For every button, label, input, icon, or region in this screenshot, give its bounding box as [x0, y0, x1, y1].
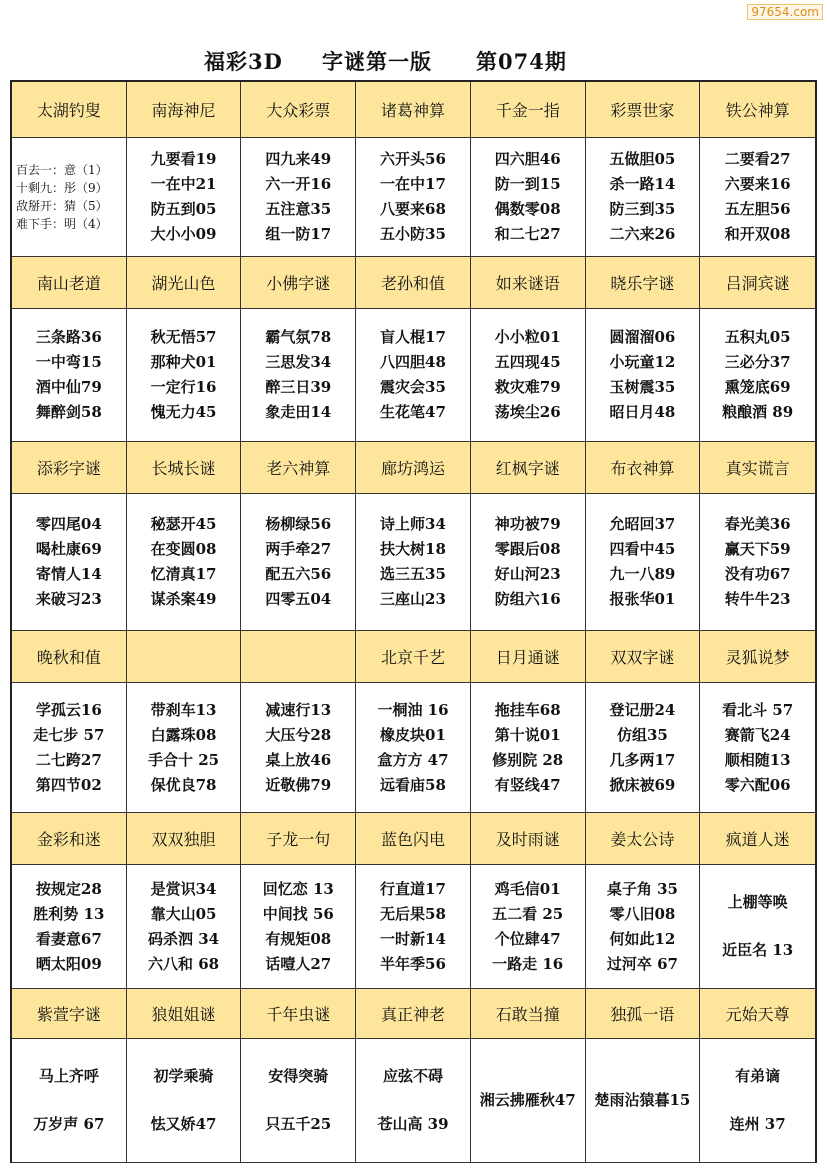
riddle-line: 八要来68 [380, 200, 446, 218]
riddle-line: 减速行13 [265, 700, 332, 719]
riddle-line: 远看庙58 [380, 775, 446, 794]
riddle-line: 防组六16 [494, 590, 561, 608]
column-header: 小佛字谜 [241, 257, 356, 309]
riddle-line: 九要看19 [150, 150, 217, 168]
riddle-cell [241, 138, 356, 257]
riddle-line: 桌子角 35 [606, 879, 678, 898]
title-issue: 第074期 [476, 49, 567, 74]
column-header: 元始天尊 [700, 989, 815, 1039]
riddle-line: 第四节02 [35, 775, 102, 794]
riddle-cell [127, 494, 242, 631]
riddle-line: 顺相随13 [724, 750, 791, 769]
column-header: 长城长谜 [127, 442, 242, 494]
title-edition: 字谜第一版 [322, 49, 432, 74]
riddle-cell [12, 309, 127, 442]
riddle-line: 上棚等唤 [727, 893, 788, 912]
column-header: 太湖钓叟 [12, 82, 127, 138]
riddle-line: 过河卒 67 [606, 954, 678, 973]
riddle-line: 有竖线47 [494, 775, 561, 794]
riddle-line: 带刹车13 [150, 700, 217, 719]
riddle-line: 一在中17 [380, 175, 446, 193]
riddle-line: 盒方方 47 [377, 750, 449, 769]
riddle-cell [471, 683, 586, 813]
column-header: 吕洞宾谜 [700, 257, 815, 309]
riddle-line: 防三到35 [609, 200, 676, 218]
riddle-cell [12, 683, 127, 813]
riddle-line: 个位肆47 [494, 929, 561, 948]
riddle-line: 神功被79 [494, 515, 561, 533]
riddle-line: 掀床被69 [609, 775, 676, 794]
riddle-line: 一桐油 16 [377, 700, 449, 719]
riddle-line: 选三五35 [380, 565, 446, 583]
riddle-cell [586, 494, 701, 631]
riddle-line: 保优良78 [150, 775, 217, 794]
column-header: 如来谜语 [471, 257, 586, 309]
riddle-line: 两手牵27 [265, 540, 332, 558]
riddle-line: 粮酿酒 89 [722, 403, 794, 421]
riddle-line: 喝杜康69 [35, 540, 102, 558]
riddle-cell [471, 1039, 586, 1163]
riddle-line: 手合十 25 [148, 750, 220, 769]
riddle-cell [700, 1039, 815, 1163]
riddle-line: 五注意35 [265, 200, 332, 218]
riddle-cell [127, 865, 242, 989]
riddle-line: 荡埃尘26 [494, 403, 561, 421]
riddle-line: 六要来16 [724, 175, 791, 193]
riddle-line: 生花笔47 [380, 403, 446, 421]
riddle-table [10, 80, 817, 1163]
column-header: 真正神老 [356, 989, 471, 1039]
riddle-cell [12, 494, 127, 631]
riddle-cell [586, 138, 701, 257]
column-header: 红枫字谜 [471, 442, 586, 494]
riddle-line: 报张华01 [609, 590, 676, 608]
column-header: 独孤一语 [586, 989, 701, 1039]
riddle-line: 看北斗 57 [722, 700, 794, 719]
riddle-line: 好山河23 [494, 565, 561, 583]
riddle-line: 只五千25 [265, 1114, 332, 1133]
riddle-line: 圆溜溜06 [609, 328, 676, 346]
column-header: 诸葛神算 [356, 82, 471, 138]
column-header: 布衣神算 [586, 442, 701, 494]
riddle-line: 一路走 16 [492, 954, 564, 973]
riddle-line: 允昭回37 [609, 515, 676, 533]
riddle-line: 马上齐呼 [38, 1067, 99, 1086]
riddle-line: 码杀泗 34 [148, 929, 220, 948]
riddle-line: 五积丸05 [724, 328, 791, 346]
column-header: 湖光山色 [127, 257, 242, 309]
title-brand: 福彩3D [204, 49, 283, 74]
riddle-line: 那种犬01 [150, 353, 217, 371]
column-header: 双双独胆 [127, 813, 242, 865]
column-header: 子龙一句 [241, 813, 356, 865]
riddle-cell [356, 683, 471, 813]
riddle-line: 登记册24 [609, 700, 676, 719]
riddle-line: 杨柳绿56 [265, 515, 332, 533]
column-header: 姜太公诗 [586, 813, 701, 865]
riddle-line: 是赏识34 [150, 879, 217, 898]
column-header: 廊坊鸿运 [356, 442, 471, 494]
column-header: 双双字谜 [586, 631, 701, 683]
riddle-cell [471, 494, 586, 631]
riddle-line: 连州 37 [729, 1114, 786, 1133]
riddle-line: 四九来49 [265, 150, 332, 168]
column-header: 老六神算 [241, 442, 356, 494]
riddle-line: 楚雨沾猿暮15 [594, 1091, 691, 1109]
riddle-line: 组一防17 [265, 225, 332, 243]
riddle-line: 赢天下59 [724, 540, 791, 558]
riddle-line: 二七跨27 [35, 750, 102, 769]
column-header: 晚秋和值 [12, 631, 127, 683]
riddle-line: 三思发34 [265, 353, 332, 371]
riddle-cell [127, 309, 242, 442]
riddle-cell [586, 309, 701, 442]
riddle-cell [127, 683, 242, 813]
column-header: 晓乐字谜 [586, 257, 701, 309]
riddle-cell [586, 683, 701, 813]
riddle-line: 秘瑟开45 [150, 515, 217, 533]
riddle-line: 忆清真17 [150, 565, 217, 583]
riddle-cell [700, 683, 815, 813]
riddle-line: 五做胆05 [609, 150, 676, 168]
riddle-line: 零六配06 [724, 775, 791, 794]
riddle-line: 几多两17 [609, 750, 676, 769]
column-header: 灵狐说梦 [700, 631, 815, 683]
riddle-line: 三座山23 [380, 590, 446, 608]
riddle-cell [241, 309, 356, 442]
riddle-line: 三必分37 [724, 353, 791, 371]
riddle-cell [471, 138, 586, 257]
riddle-line: 拖挂车68 [494, 700, 561, 719]
column-header: 金彩和迷 [12, 813, 127, 865]
riddle-line: 有弟谪 [735, 1067, 781, 1086]
riddle-line: 零跟后08 [494, 540, 561, 558]
riddle-line: 十剩九：彤（9） [16, 181, 108, 195]
column-header: 北京千艺 [356, 631, 471, 683]
riddle-cell [586, 1039, 701, 1163]
riddle-line: 仿组35 [616, 725, 668, 744]
riddle-line: 零八旧08 [609, 904, 676, 923]
riddle-line: 霸气氛78 [265, 328, 332, 346]
riddle-line: 小玩童12 [609, 353, 676, 371]
column-header [241, 631, 356, 683]
riddle-line: 转牛牛23 [724, 590, 791, 608]
riddle-line: 中间找 56 [262, 904, 334, 923]
riddle-line: 熏笼底69 [724, 378, 791, 396]
riddle-line: 半年季56 [380, 954, 446, 973]
riddle-line: 九一八89 [609, 565, 676, 583]
riddle-line: 修别院 28 [492, 750, 564, 769]
column-header: 疯道人迷 [700, 813, 815, 865]
riddle-line: 震灾会35 [380, 378, 446, 396]
column-header: 紫萱字谜 [12, 989, 127, 1039]
riddle-line: 象走田14 [265, 403, 332, 421]
riddle-line: 和二七27 [494, 225, 561, 243]
riddle-line: 酒中仙79 [35, 378, 102, 396]
riddle-line: 赛箭飞24 [724, 725, 791, 744]
riddle-cell [356, 138, 471, 257]
riddle-line: 扶大树18 [380, 540, 446, 558]
riddle-line: 苍山高 39 [377, 1114, 449, 1133]
riddle-line: 走七步 57 [33, 725, 105, 744]
riddle-line: 大小小09 [150, 225, 217, 243]
column-header: 老孙和值 [356, 257, 471, 309]
riddle-line: 安得突骑 [268, 1067, 329, 1086]
riddle-line: 行直道17 [380, 879, 446, 898]
riddle-line: 配五六56 [265, 565, 332, 583]
riddle-cell [700, 309, 815, 442]
riddle-cell [241, 683, 356, 813]
riddle-line: 何如此12 [609, 929, 676, 948]
riddle-line: 零四尾04 [35, 515, 102, 533]
riddle-line: 难下手：明（4） [16, 217, 108, 231]
riddle-line: 按规定28 [35, 879, 102, 898]
column-header [127, 631, 242, 683]
riddle-line: 话噎人27 [265, 954, 332, 973]
riddle-line: 二六来26 [609, 225, 676, 243]
riddle-line: 六八和 68 [148, 954, 220, 973]
riddle-cell [12, 138, 127, 257]
riddle-line: 近臣名 13 [722, 940, 794, 959]
column-header: 日月通谜 [471, 631, 586, 683]
riddle-line: 敌掰开：猜（5） [16, 199, 108, 213]
riddle-line: 舞醉剑58 [35, 403, 102, 421]
riddle-line: 一定行16 [150, 378, 217, 396]
riddle-line: 五左胆56 [724, 200, 791, 218]
riddle-cell [12, 865, 127, 989]
riddle-line: 大压兮28 [265, 725, 332, 744]
riddle-line: 桌上放46 [265, 750, 332, 769]
riddle-cell [356, 1039, 471, 1163]
riddle-line: 在变圆08 [150, 540, 217, 558]
riddle-line: 鸡毛信01 [494, 879, 561, 898]
riddle-line: 六一开16 [265, 175, 332, 193]
riddle-cell [241, 1039, 356, 1163]
riddle-line: 盲人棍17 [380, 328, 446, 346]
column-header: 真实谎言 [700, 442, 815, 494]
column-header: 千年虫谜 [241, 989, 356, 1039]
riddle-line: 来破习23 [35, 590, 102, 608]
riddle-line: 百去一：意（1） [16, 163, 108, 177]
riddle-line: 橡皮块01 [380, 725, 446, 744]
riddle-line: 防一到15 [494, 175, 561, 193]
riddle-line: 初学乘骑 [153, 1067, 214, 1086]
riddle-line: 靠大山05 [150, 904, 217, 923]
riddle-line: 湘云拂雁秋47 [479, 1091, 576, 1109]
riddle-line: 学孤云16 [35, 700, 102, 719]
column-header: 大众彩票 [241, 82, 356, 138]
column-header: 添彩字谜 [12, 442, 127, 494]
column-header: 狼姐姐谜 [127, 989, 242, 1039]
riddle-cell [700, 138, 815, 257]
riddle-line: 春光美36 [724, 515, 791, 533]
riddle-line: 无后果58 [380, 904, 446, 923]
riddle-line: 防五到05 [150, 200, 217, 218]
riddle-line: 怯又娇47 [150, 1114, 217, 1133]
column-header: 及时雨谜 [471, 813, 586, 865]
riddle-line: 近敬佛79 [265, 775, 332, 794]
riddle-cell [241, 494, 356, 631]
riddle-line: 醉三日39 [265, 378, 332, 396]
riddle-line: 五小防35 [380, 225, 446, 243]
riddle-line: 四看中45 [609, 540, 676, 558]
riddle-line: 有规矩08 [265, 929, 332, 948]
riddle-line: 二要看27 [724, 150, 791, 168]
riddle-line: 回忆恋 13 [262, 879, 334, 898]
riddle-cell [356, 865, 471, 989]
column-header: 彩票世家 [586, 82, 701, 138]
riddle-cell [700, 865, 815, 989]
riddle-line: 小小粒01 [494, 328, 561, 346]
riddle-cell [12, 1039, 127, 1163]
column-header: 石敢当撞 [471, 989, 586, 1039]
riddle-line: 和开双08 [724, 225, 791, 243]
riddle-cell [471, 865, 586, 989]
site-watermark: 97654.com [747, 4, 823, 20]
riddle-line: 没有功67 [724, 565, 791, 583]
riddle-line: 一时新14 [380, 929, 446, 948]
riddle-line: 四六胆46 [494, 150, 561, 168]
riddle-cell [241, 865, 356, 989]
page-title [0, 46, 827, 76]
riddle-line: 八四胆48 [380, 353, 446, 371]
riddle-cell [356, 494, 471, 631]
riddle-line: 谋杀案49 [150, 590, 217, 608]
riddle-line: 救灾难79 [494, 378, 561, 396]
riddle-cell [700, 494, 815, 631]
column-header: 蓝色闪电 [356, 813, 471, 865]
riddle-line: 愧无力45 [150, 403, 217, 421]
riddle-line: 看妻意67 [35, 929, 102, 948]
riddle-cell [127, 1039, 242, 1163]
riddle-cell [127, 138, 242, 257]
riddle-line: 第十说01 [494, 725, 561, 744]
riddle-line: 一中弯15 [35, 353, 102, 371]
riddle-line: 昭日月48 [609, 403, 676, 421]
riddle-line: 三条路36 [35, 328, 102, 346]
riddle-line: 晒太阳09 [35, 954, 102, 973]
riddle-line: 白露珠08 [150, 725, 217, 744]
riddle-line: 杀一路14 [609, 175, 676, 193]
column-header: 南山老道 [12, 257, 127, 309]
riddle-line: 万岁声 67 [33, 1114, 105, 1133]
riddle-line: 应弦不碍 [382, 1067, 443, 1086]
riddle-line: 胜利势 13 [33, 904, 105, 923]
column-header: 千金一指 [471, 82, 586, 138]
riddle-cell [356, 309, 471, 442]
riddle-line: 一在中21 [150, 175, 217, 193]
riddle-line: 偶数零08 [494, 200, 561, 218]
riddle-cell [586, 865, 701, 989]
riddle-line: 五二看 25 [492, 904, 564, 923]
column-header: 铁公神算 [700, 82, 815, 138]
riddle-line: 四零五04 [265, 590, 332, 608]
riddle-line: 秋无悟57 [150, 328, 217, 346]
riddle-line: 诗上师34 [380, 515, 446, 533]
column-header: 南海神尼 [127, 82, 242, 138]
riddle-line: 六开头56 [380, 150, 446, 168]
riddle-line: 玉树震35 [609, 378, 676, 396]
riddle-cell [471, 309, 586, 442]
riddle-line: 五四现45 [494, 353, 561, 371]
riddle-line: 寄情人14 [35, 565, 102, 583]
